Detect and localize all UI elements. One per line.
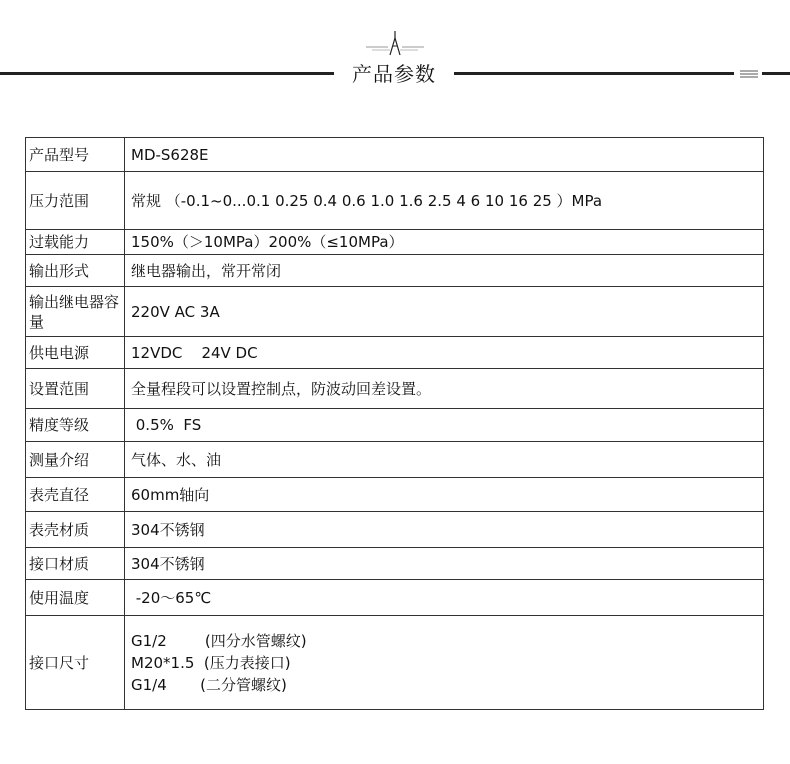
spec-value: 304不锈钢 — [125, 512, 764, 548]
spec-value: 常规 （-0.1~0...0.1 0.25 0.4 0.6 1.0 1.6 2.5 4 6 10 16 25 ）MPa — [125, 172, 764, 230]
spec-label: 接口材质 — [26, 548, 125, 580]
spec-value: 150%（＞10MPa）200%（≤10MPa） — [125, 230, 764, 255]
spec-value: 气体、水、油 — [125, 442, 764, 478]
spec-value: 304不锈钢 — [125, 548, 764, 580]
spec-value: 60mm轴向 — [125, 478, 764, 512]
table-row — [26, 172, 764, 230]
table-row — [26, 512, 764, 548]
section-title: 产品参数 — [352, 62, 436, 86]
spec-label: 精度等级 — [26, 409, 125, 442]
rule-ornament-icon — [740, 69, 758, 78]
spec-label: 供电电源 — [26, 337, 125, 369]
spec-label: 压力范围 — [26, 172, 125, 230]
thread-spec-line: M20*1.5 (压力表接口) — [131, 653, 291, 672]
spec-value — [125, 616, 764, 710]
section-header — [0, 0, 790, 100]
table-row — [26, 442, 764, 478]
spec-label: 使用温度 — [26, 580, 125, 616]
spec-value: 继电器输出，常开常闭 — [125, 255, 764, 287]
spec-label: 设置范围 — [26, 369, 125, 409]
table-row — [26, 230, 764, 255]
spec-label: 接口尺寸 — [26, 616, 125, 710]
spec-value: -20～65℃ — [125, 580, 764, 616]
spec-value: 全量程段可以设置控制点，防波动回差设置。 — [125, 369, 764, 409]
spec-label: 输出形式 — [26, 255, 125, 287]
spec-label: 过载能力 — [26, 230, 125, 255]
spec-value: 220V AC 3A — [125, 287, 764, 337]
table-row — [26, 138, 764, 172]
spec-value: MD-S628E — [125, 138, 764, 172]
table-row — [26, 616, 764, 710]
spec-label: 输出继电器容量 — [26, 287, 125, 337]
table-row — [26, 369, 764, 409]
spec-table — [25, 137, 764, 710]
table-row — [26, 337, 764, 369]
thread-spec-line: G1/2 (四分水管螺纹) — [131, 631, 307, 650]
header-rule-right — [454, 72, 734, 75]
table-row — [26, 255, 764, 287]
spec-label: 产品型号 — [26, 138, 125, 172]
spec-label: 表壳直径 — [26, 478, 125, 512]
header-rule-end — [762, 72, 790, 75]
spec-value: 12VDC 24V DC — [125, 337, 764, 369]
table-row — [26, 478, 764, 512]
table-row — [26, 548, 764, 580]
header-rule-left — [0, 72, 334, 75]
spec-value: 0.5% FS — [125, 409, 764, 442]
table-row — [26, 409, 764, 442]
tower-icon — [366, 30, 424, 56]
spec-label: 测量介绍 — [26, 442, 125, 478]
table-row — [26, 580, 764, 616]
table-row — [26, 287, 764, 337]
spec-label: 表壳材质 — [26, 512, 125, 548]
thread-spec-line: G1/4 (二分管螺纹) — [131, 675, 287, 694]
